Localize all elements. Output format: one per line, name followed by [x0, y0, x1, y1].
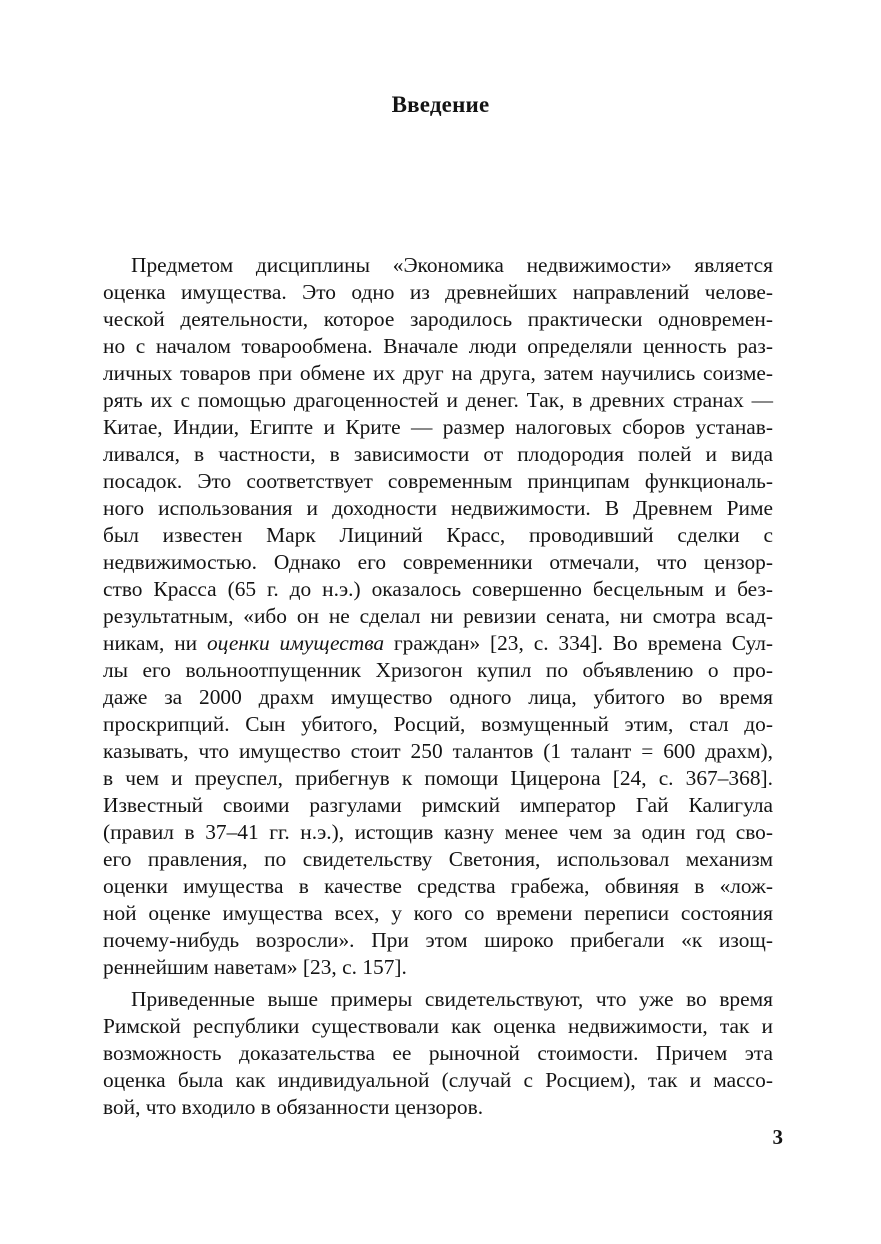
text-line: рять их с помощью драгоценностей и денег. Так, в древних странах — — [103, 388, 773, 412]
text-line: ного использования и доходности недвижимости. В Древнем Риме — [103, 496, 773, 520]
text-line: реннейшим наветам» [23, с. 157]. — [103, 955, 407, 979]
text-line: Приведенные выше примеры свидетельствуют, что уже во время — [131, 987, 773, 1011]
text-line: результатным, «ибо он не сделал ни ревизии сената, ни смотра всад- — [103, 604, 773, 628]
text-line: оценка имущества. Это одно из древнейших направлений челове- — [103, 280, 773, 304]
text-line-with-emphasis — [103, 630, 773, 657]
text-line: ческой деятельности, которое зародилось практически одновремен- — [103, 307, 773, 331]
text-line: даже за 2000 драхм имущество одного лица, убитого во время — [103, 685, 773, 709]
text-line: возможность доказательства ее рыночной стоимости. Причем эта — [103, 1041, 773, 1065]
text-line: был известен Марк Лициний Красс, проводивший сделки с — [103, 523, 773, 547]
text-line: в чем и преуспел, прибегнув к помощи Цицерона [24, с. 367–368]. — [103, 766, 773, 790]
text-line: ство Красса (65 г. до н.э.) оказалось совершенно бесцельным и без- — [103, 577, 773, 601]
page-title: Введение — [391, 92, 490, 117]
text-line: ной оценке имущества всех, у кого со времени переписи состояния — [103, 901, 773, 925]
text-line: почему-нибудь возросли». При этом широко прибегали «к изощ- — [103, 928, 773, 952]
text-line: но с началом товарообмена. Вначале люди определяли ценность раз- — [103, 334, 773, 358]
page-number: 3 — [772, 1125, 783, 1149]
text-run: никам, ни — [103, 631, 207, 655]
text-line: посадок. Это соответствует современным принципам функциональ- — [103, 469, 773, 493]
text-line: ливался, в частности, в зависимости от плодородия полей и вида — [103, 442, 773, 466]
text-line: проскрипций. Сын убитого, Росций, возмущенный этим, стал до- — [103, 712, 773, 736]
text-line: Предметом дисциплины «Экономика недвижимости» является — [131, 253, 773, 277]
text-line: (правил в 37–41 гг. н.э.), истощив казну менее чем за один год сво- — [103, 820, 773, 844]
body-text — [103, 252, 773, 1121]
text-line: оценка была как индивидуальной (случай с Росцием), так и массо- — [103, 1068, 773, 1092]
text-line: Китае, Индии, Египте и Крите — размер налоговых сборов устанав- — [103, 415, 773, 439]
text-run: граждан» [23, с. 334]. Во времена Сул- — [384, 631, 773, 655]
text-line: недвижимостью. Однако его современники отмечали, что цензор- — [103, 550, 773, 574]
text-line: Римской республики существовали как оценка недвижимости, так и — [103, 1014, 773, 1038]
text-line: Известный своими разгулами римский император Гай Калигула — [103, 793, 773, 817]
paragraph-2 — [103, 986, 773, 1121]
text-line: лы его вольноотпущенник Хризогон купил по объявлению о про- — [103, 658, 773, 682]
text-line: личных товаров при обмене их друг на друга, затем научились соизме- — [103, 361, 773, 385]
text-line: оценки имущества в качестве средства грабежа, обвиняя в «лож- — [103, 874, 773, 898]
text-line: его правления, по свидетельству Светония, использовал механизм — [103, 847, 773, 871]
text-line: казывать, что имущество стоит 250 талантов (1 талант = 600 драхм), — [103, 739, 773, 763]
emphasized-term: оценки имущества — [206, 631, 385, 655]
text-line: вой, что входило в обязанности цензоров. — [103, 1095, 484, 1119]
paragraph-1 — [103, 252, 773, 981]
